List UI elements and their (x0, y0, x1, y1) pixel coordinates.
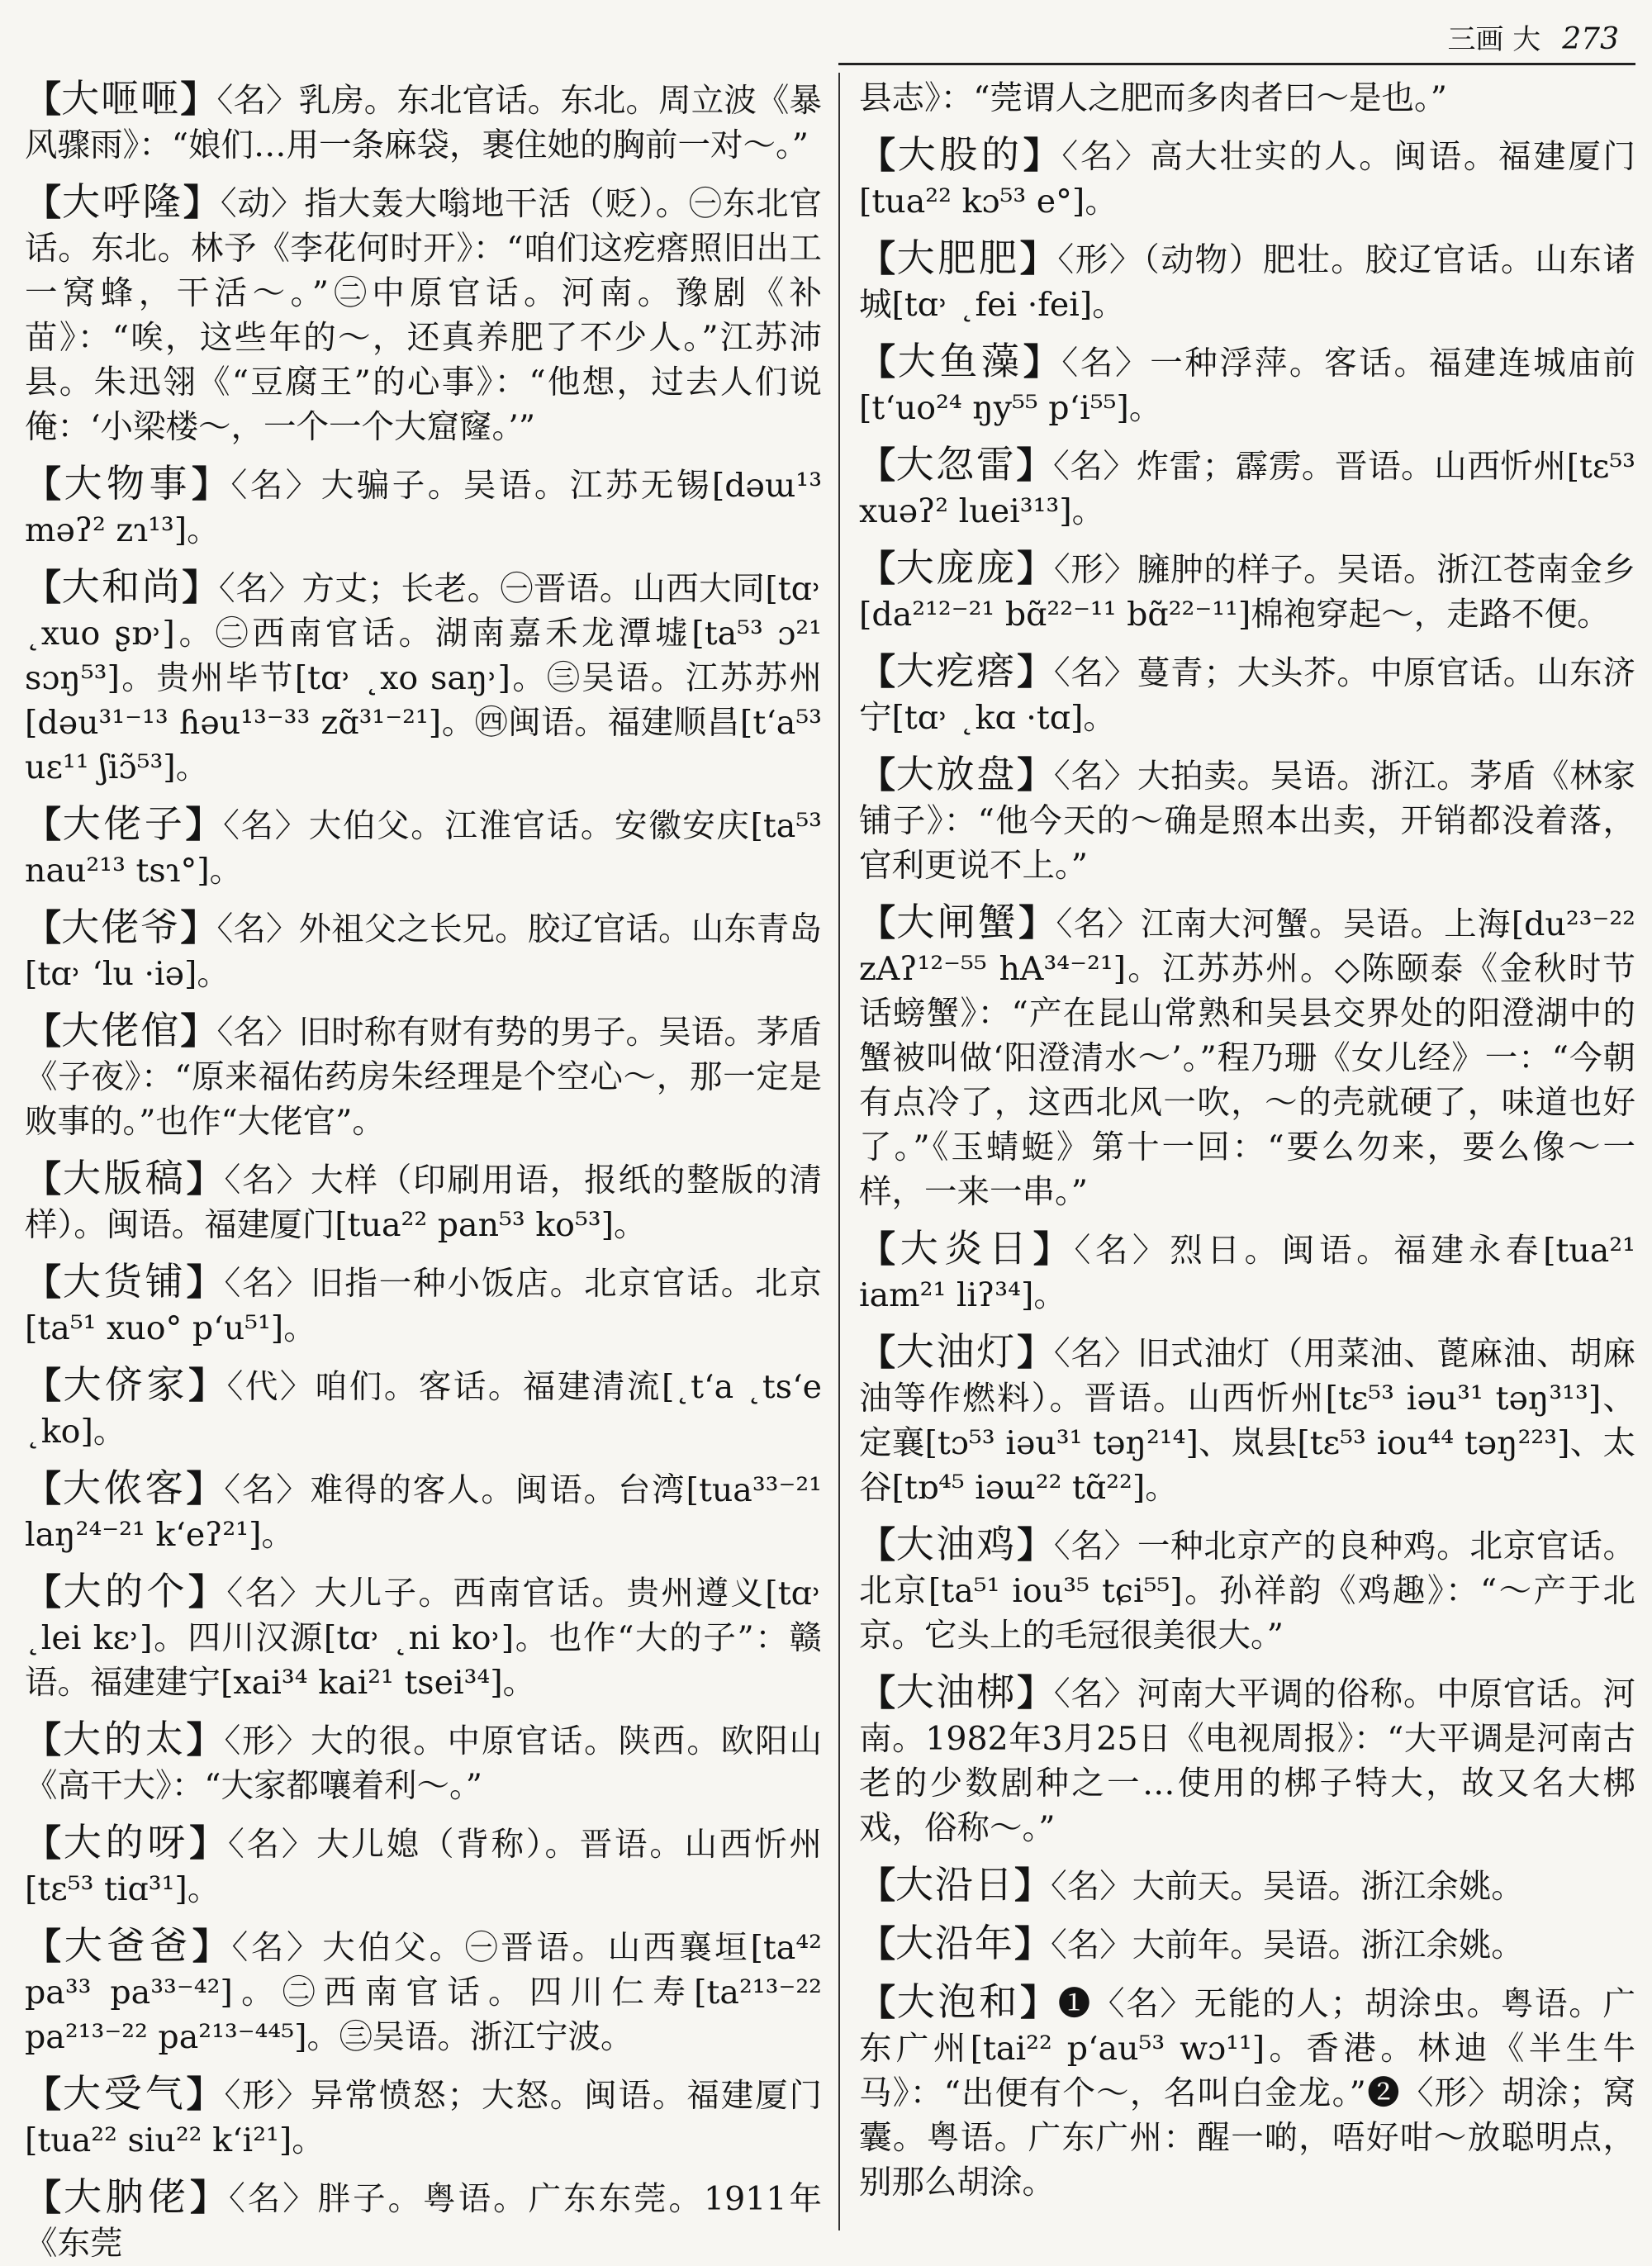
entry-definition: 〈名〉大样（印刷用语，报纸的整版的清样）。闽语。福建厦门[tua²² pan⁵³ ko⁵³]。 (25, 1162, 823, 1244)
headword-bracket-close: 】 (188, 1571, 227, 1613)
headword-bracket-close: 】 (180, 78, 217, 121)
headword-bracket-close: 】 (1014, 1923, 1051, 1965)
dictionary-entry (859, 1921, 1635, 1968)
entry-headword: 大放盘 (895, 752, 1018, 796)
entry-headword: 大的呀 (63, 1820, 190, 1865)
entry-headword: 大佬倌 (61, 1008, 181, 1052)
headword-bracket-open: 【 (859, 1228, 900, 1271)
entry-definition: 〈形〉异常愤怒；大怒。闽语。福建厦门[tua²² siu²² k‘i²¹]。 (25, 2077, 823, 2159)
entry-definition: 〈名〉大伯父。江淮官话。安徽安庆[ta⁵³ nau²¹³ tsɿ°]。 (25, 807, 823, 890)
entry-definition: ❶〈名〉无能的人；胡涂虫。粤语。广东广州[tai²² p‘au⁵³ wɔ¹¹]。香港。林迪《半生牛马》：“出便有个～，名叫白金龙。”❷〈形〉胡涂；窝囊。粤语。广东广州：醒一啲，唔好咁～放聪明点，别那么胡涂。 (859, 1985, 1636, 2202)
entry-definition: 〈形〉臃肿的样子。吴语。浙江苍南金乡[da²¹²⁻²¹ bɑ̃²²⁻¹¹ bɑ̃²²⁻¹¹]棉袍穿起～，走路不便。 (859, 551, 1636, 634)
column-divider (838, 73, 840, 2230)
headword-bracket-open: 【 (859, 1923, 895, 1965)
headword-bracket-open: 【 (859, 1672, 896, 1714)
headword-bracket-open: 【 (25, 2074, 63, 2116)
headword-bracket-close: 】 (1017, 651, 1054, 693)
entry-definition: 〈形〉大的很。中原官话。陕西。欧阳山《高干大》：“大家都嚷着利～。” (25, 1722, 823, 1805)
right-column (859, 76, 1635, 2214)
entry-headword: 大爸爸 (64, 1923, 192, 1968)
dictionary-entry (25, 1156, 822, 1247)
headword-bracket-close: 】 (1017, 1524, 1054, 1566)
headword-bracket-open: 【 (25, 1468, 63, 1510)
dictionary-entry (859, 1670, 1635, 1850)
entry-definition: 〈名〉旧式油灯（用菜油、蓖麻油、胡麻油等作燃料）。晋语。山西忻州[tɛ⁵³ iəu³¹ təŋ³¹³]、定襄[tɔ⁵³ iəu³¹ təŋ²¹⁴]、岚县[tɛ⁵³ iou⁴⁴ təŋ²²³]、太谷[tɒ⁴⁵ iəɯ²² tɑ̃²²]。 (859, 1335, 1636, 1507)
headword-bracket-open: 【 (25, 1571, 64, 1613)
entry-definition: 〈名〉胖子。粤语。广东东莞。1911年《东莞 (25, 2180, 823, 2263)
entry-headword: 大闸蟹 (896, 900, 1019, 944)
headword-bracket-open: 【 (859, 341, 898, 383)
headword-bracket-close: 】 (1017, 1672, 1054, 1714)
dictionary-entry (25, 801, 822, 893)
dictionary-entry (859, 442, 1635, 534)
entry-headword: 大物事 (64, 461, 192, 506)
dictionary-entry (859, 545, 1635, 637)
dictionary-entry (859, 648, 1635, 740)
headword-bracket-open: 【 (25, 463, 64, 506)
headword-bracket-close: 】 (186, 2074, 225, 2116)
entry-definition: 〈名〉方丈；长老。㊀晋语。山西大同[tɑ˒ ˛xuo ʂɒ˒]。㊁西南官话。湖南嘉禾龙潭墟[ta⁵³ ɔ²¹ sɔŋ⁵³]。贵州毕节[tɑ˒ ˛xo saŋ˒]。㊂吴语。江苏苏州[dəu³¹⁻¹³ ɦəu¹³⁻³³ zɑ̃³¹⁻²¹]。㊃闽语。福建顺昌[t‘a⁵³ uɛ¹¹ ʃiɔ̃⁵³]。 (25, 570, 823, 786)
header-rule (838, 63, 1635, 65)
headword-bracket-open: 【 (859, 1865, 895, 1907)
dictionary-entry (25, 1569, 822, 1705)
headword-bracket-close: 】 (192, 1926, 232, 1968)
dictionary-entry (25, 1717, 822, 1808)
headword-bracket-open: 【 (25, 1926, 64, 1968)
headword-bracket-open: 【 (859, 1524, 896, 1566)
headword-bracket-open: 【 (25, 1365, 64, 1407)
headword-bracket-open: 【 (25, 1822, 64, 1865)
entry-headword: 大咂咂 (61, 76, 181, 121)
headword-bracket-open: 【 (25, 907, 62, 949)
dictionary-entry (25, 1923, 822, 2059)
entry-definition: 〈名〉江南大河蟹。吴语。上海[du²³⁻²² zAʔ¹²⁻⁵⁵ hA³⁴⁻²¹]。江苏苏州。◇陈颐泰《金秋时节话螃蟹》：“产在昆山常熟和吴县交界处的阳澄湖中的蟹被叫做‘阳澄清水～’。”程乃珊《女儿经》一：“今朝有点冷了，这西北风一吹，～的壳就硬了，味道也好了。”《玉蜻蜓》第十一回：“要么勿来，要么像～一样，一来一串。” (859, 905, 1636, 1211)
continued-entry-text: 县志》：“莞谓人之肥而多肉者曰～是也。” (859, 79, 1447, 117)
headword-bracket-close: 】 (1023, 341, 1062, 383)
entry-headword: 大的太 (62, 1717, 187, 1761)
entry-headword: 大呼隆 (61, 179, 183, 224)
entry-definition: 〈动〉指大轰大嗡地干活（贬）。㊀东北官话。东北。林予《李花何时开》：“咱们这疙瘩照旧出工一窝蜂，干活～。”㊁中原官话。河南。豫剧《补苗》：“唉，这些年的～，还真养肥了不少人。”江苏沛县。朱迅翎《“豆腐王”的心事》：“他想，过去人们说俺：‘小梁楼～，一个一个大窟窿。’” (25, 185, 823, 446)
headword-bracket-close: 】 (186, 1719, 225, 1761)
entry-definition: 〈名〉旧指一种小饭店。北京官话。北京[ta⁵¹ xuo° p‘u⁵¹]。 (25, 1265, 823, 1347)
dictionary-entry (25, 1008, 822, 1144)
headword-bracket-close: 】 (182, 567, 219, 609)
entry-headword: 大的个 (63, 1569, 188, 1613)
entry-definition: 〈名〉大伯父。㊀晋语。山西襄垣[ta⁴² pa³³ pa³³⁻⁴²]。㊁西南官话。四川仁寿[ta²¹³⁻²² pa²¹³⁻²² pa²¹³⁻⁴⁴⁵]。㊂吴语。浙江宁波。 (25, 1929, 822, 2056)
entry-definition: 〈名〉大前年。吴语。浙江余姚。 (1051, 1926, 1524, 1964)
entry-headword: 大货铺 (62, 1259, 187, 1304)
headword-bracket-close: 】 (186, 1468, 225, 1510)
entry-definition: 〈名〉旧时称有财有势的男子。吴语。茅盾《子夜》：“原来福佑药房朱经理是个空心～，那一定是败事的。”也作“大佬官”。 (25, 1014, 823, 1141)
dictionary-entry (25, 179, 822, 449)
headword-bracket-close: 】 (1014, 1865, 1051, 1907)
dictionary-entry (25, 2071, 822, 2163)
entry-headword: 大肥肥 (896, 235, 1020, 280)
headword-bracket-open: 【 (859, 1332, 896, 1374)
headword-bracket-open: 【 (859, 444, 896, 487)
headword-bracket-open: 【 (25, 1261, 63, 1304)
entry-headword: 大佬爷 (61, 905, 181, 949)
dictionary-entry (859, 132, 1635, 224)
headword-bracket-open: 【 (859, 1982, 897, 2024)
entry-headword: 大庞庞 (895, 545, 1018, 590)
dictionary-entry (859, 339, 1635, 430)
headword-bracket-close: 】 (192, 463, 231, 506)
headword-bracket-close: 】 (1032, 1228, 1075, 1271)
entry-headword: 大油灯 (895, 1329, 1018, 1374)
page-number: 273 (1562, 22, 1619, 56)
entry-definition: 〈形〉（动物）肥壮。胶辽官话。山东诸城[tɑ˒ ˛fei ·fei]。 (859, 241, 1636, 324)
headword-bracket-open: 【 (859, 902, 897, 944)
entry-definition: 〈代〉咱们。客话。福建清流[˛t‘a ˛ts‘e ˛ko]。 (25, 1368, 823, 1451)
entry-definition: 〈名〉大拍卖。吴语。浙江。茅盾《林家铺子》：“他今天的～确是照本出卖，开销都没着落，官利更说不上。” (859, 758, 1636, 885)
headword-bracket-close: 】 (188, 1365, 227, 1407)
page-header (0, 0, 1652, 73)
headword-bracket-close: 】 (189, 1822, 228, 1865)
entry-definition: 〈名〉大骗子。吴语。江苏无锡[dəɯ¹³ məʔ² zɿ¹³]。 (25, 467, 823, 549)
headword-bracket-close: 】 (183, 182, 221, 224)
entry-definition: 〈名〉难得的客人。闽语。台湾[tua³³⁻²¹ laŋ²⁴⁻²¹ k‘eʔ²¹]。 (25, 1471, 823, 1554)
headword-bracket-open: 【 (25, 804, 63, 846)
entry-headword: 大佬子 (62, 801, 186, 846)
headword-bracket-close: 】 (1017, 754, 1054, 796)
headword-bracket-open: 【 (859, 238, 897, 280)
entry-headword: 大炎日 (900, 1226, 1033, 1271)
headword-bracket-open: 【 (859, 548, 896, 590)
entry-headword: 大和尚 (61, 564, 183, 609)
dictionary-entry (25, 1820, 822, 1912)
headword-bracket-open: 【 (859, 135, 898, 177)
entry-definition: 〈名〉乳房。东北官话。东北。周立波《暴风骤雨》：“娘们…用一条麻袋，裹住她的胸前一对～。” (25, 82, 823, 164)
entry-definition: 〈名〉大儿子。西南官话。贵州遵义[tɑ˒ ˛lei kɛ˒]。四川汉源[tɑ˒ ˛ni ko˒]。也作“大的子”：赣语。福建建宁[xai³⁴ kai²¹ tsei³⁴]。 (25, 1575, 823, 1702)
dictionary-entry (25, 1362, 822, 1454)
entry-definition: 〈名〉高大壮实的人。闽语。福建厦门[tua²² kɔ⁵³ e°]。 (859, 138, 1636, 221)
entry-definition: 〈名〉外祖父之长兄。胶辽官话。山东青岛[tɑ˒ ‘lu ·iə]。 (25, 910, 823, 993)
headword-bracket-close: 】 (186, 1158, 225, 1200)
headword-bracket-open: 【 (25, 182, 62, 224)
dictionary-entry (859, 1862, 1635, 1909)
headword-bracket-close: 】 (1017, 1332, 1054, 1374)
dictionary-entry (25, 1466, 822, 1557)
headword-bracket-open: 【 (25, 1719, 63, 1761)
dictionary-entry (859, 1522, 1635, 1658)
dictionary-entry (859, 1329, 1635, 1510)
headword-bracket-open: 【 (25, 2177, 64, 2219)
headword-bracket-close: 】 (180, 907, 217, 949)
entry-headword: 大油梆 (895, 1670, 1018, 1714)
headword-bracket-close: 】 (1016, 444, 1053, 487)
headword-bracket-close: 】 (1019, 238, 1058, 280)
dictionary-entry (25, 564, 822, 790)
entry-definition: 〈名〉烈日。闽语。福建永春[tua²¹ iam²¹ liʔ³⁴]。 (859, 1232, 1636, 1314)
entry-definition: 〈名〉一种浮萍。客话。福建连城庙前[t‘uo²⁴ ŋy⁵⁵ p‘i⁵⁵]。 (859, 344, 1636, 427)
entry-headword: 大肭佬 (64, 2174, 190, 2219)
dictionary-entry (859, 900, 1635, 1214)
dictionary-entry (25, 2174, 822, 2266)
headword-bracket-open: 【 (25, 567, 62, 609)
section-label: 三画 大 (1447, 23, 1541, 56)
dictionary-entry (859, 752, 1635, 888)
entry-definition: 〈名〉蔓青；大头芥。中原官话。山东济宁[tɑ˒ ˛kɑ ·tɑ]。 (859, 654, 1636, 737)
entry-headword: 大沿年 (895, 1921, 1014, 1965)
headword-bracket-close: 】 (1018, 902, 1056, 944)
running-header (1447, 17, 1619, 57)
dictionary-entry (859, 1226, 1635, 1318)
entry-definition: 〈名〉一种北京产的良种鸡。北京官话。北京[ta⁵¹ iou³⁵ tɕi⁵⁵]。孙祥韵《鸡趣》：“～产于北京。它头上的毛冠很美很大。” (859, 1527, 1636, 1655)
entry-headword: 大侬客 (62, 1466, 187, 1510)
entry-headword: 大忽雷 (895, 442, 1017, 487)
dictionary-entry (25, 76, 822, 168)
headword-bracket-open: 【 (25, 1158, 63, 1200)
entry-headword: 大油鸡 (895, 1522, 1018, 1566)
entry-headword: 大股的 (897, 132, 1023, 177)
headword-bracket-close: 】 (180, 1010, 217, 1052)
entry-definition: 〈名〉炸雷；霹雳。晋语。山西忻州[tɛ⁵³ xuəʔ² luei³¹³]。 (859, 448, 1636, 530)
entry-headword: 大疙瘩 (895, 648, 1018, 693)
headword-bracket-open: 【 (25, 1010, 62, 1052)
dictionary-entry (25, 461, 822, 553)
headword-bracket-open: 【 (859, 754, 896, 796)
left-column (25, 76, 823, 2263)
headword-bracket-close: 】 (185, 804, 224, 846)
entry-headword: 大受气 (62, 2071, 187, 2116)
dictionary-entry (859, 235, 1635, 327)
dictionary-entry (25, 905, 822, 996)
entry-headword: 大侪家 (63, 1362, 189, 1407)
headword-bracket-close: 】 (1017, 548, 1054, 590)
entry-definition: 〈名〉河南大平调的俗称。中原官话。河南。1982年3月25日《电视周报》：“大平调是河南古老的少数剧种之一…使用的梆子特大，故又名大梆戏，俗称～。” (859, 1675, 1636, 1847)
entry-headword: 大沿日 (895, 1862, 1014, 1907)
dictionary-entry (859, 1979, 1635, 2205)
entry-definition: 〈名〉大前天。吴语。浙江余姚。 (1051, 1868, 1524, 1906)
entry-headword: 大鱼藻 (897, 339, 1023, 383)
headword-bracket-close: 】 (189, 2177, 229, 2219)
entry-headword: 大泡和 (896, 1979, 1020, 2024)
entry-headword: 大版稿 (62, 1156, 187, 1200)
headword-bracket-close: 】 (1019, 1982, 1058, 2024)
dictionary-entry (25, 1259, 822, 1351)
headword-bracket-close: 】 (186, 1261, 225, 1304)
headword-bracket-close: 】 (1023, 135, 1062, 177)
headword-bracket-open: 【 (25, 78, 62, 121)
headword-bracket-open: 【 (859, 651, 896, 693)
entry-definition: 〈名〉大儿媳（背称）。晋语。山西忻州[tɛ⁵³ tiɑ³¹]。 (25, 1826, 823, 1908)
